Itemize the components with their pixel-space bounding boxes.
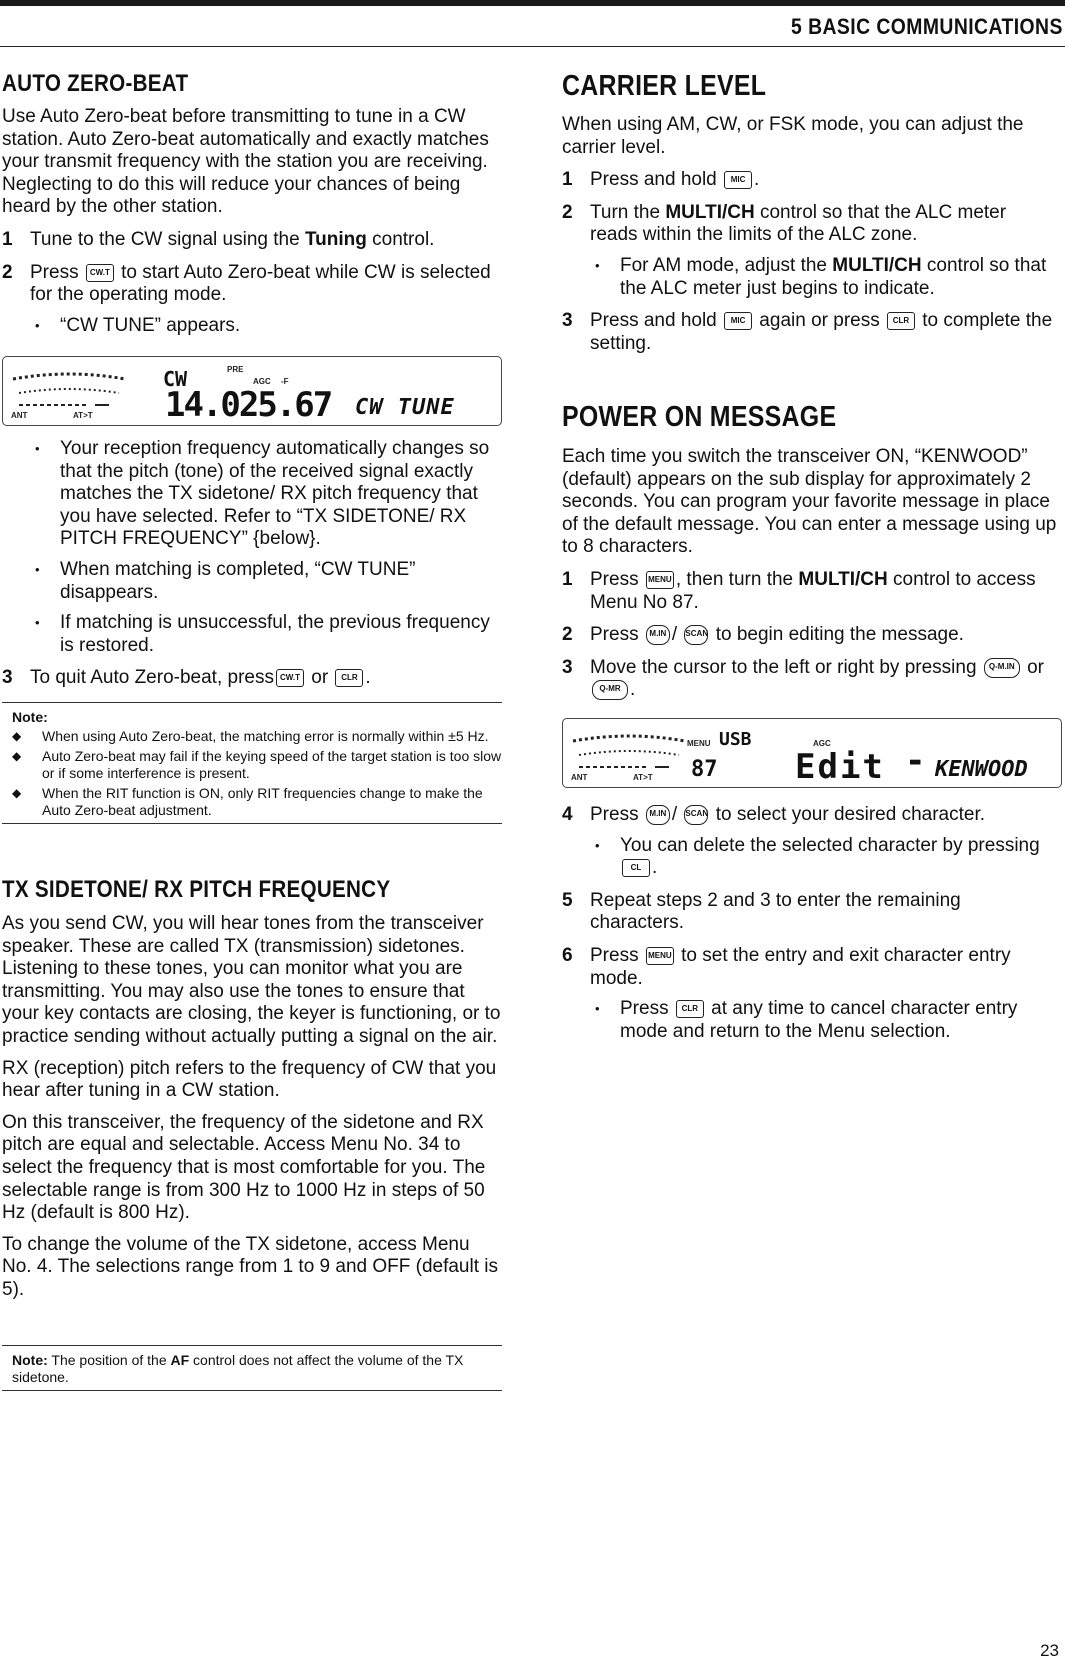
menu-edit-display: ANT AT>T MENU USB AGC 87 Edit - KENWOOD (562, 718, 1062, 788)
clr-key-icon: CLR (887, 312, 915, 330)
edit-readout: Edit (795, 747, 885, 787)
azb-note-item: ◆ Auto Zero-beat may fail if the keying speed of the target station is too slow or if some interference is present. (12, 748, 502, 782)
m-in-key-icon: M.IN (646, 625, 670, 645)
azb-note: Note: ◆ When using Auto Zero-beat, the matching error is normally within ±5 Hz. ◆ Auto Zero-beat may fail if the keying speed of the target station is too slow or if some interference is present. ◆ When the RIT function is ON, only RIT frequencies change to make the Auto Zero-beat adjustment. (2, 702, 502, 824)
top-rule (0, 0, 1065, 6)
cl-step-1: 1 Press and hold MIC . (562, 169, 760, 191)
m-in-key-icon: M.IN (646, 805, 670, 825)
azb-bullet-1: • Your reception frequency automatically changes so that the pitch (tone) of the received signal exactly matches the TX sidetone/ RX pitch frequency that you have selected. Refer to “TX SIDETONE/ RX PITCH FREQUENCY” {below}. (2, 438, 502, 551)
po-step-6: 6 Press MENU to set the entry and exit character entry mode. (562, 944, 1011, 989)
cl-step-3: 3 Press and hold MIC again or press CLR to complete the setting. (562, 310, 1053, 354)
q-m-in-key-icon: Q-M.IN (984, 658, 1020, 678)
azb-note-item: ◆ When the RIT function is ON, only RIT frequencies change to make the Auto Zero-beat adjustment. (12, 785, 502, 819)
azb-step-2-bullet: • “CW TUNE” appears. (2, 315, 502, 338)
auto-zero-beat-heading: AUTO ZERO-BEAT (2, 70, 189, 97)
auto-zero-beat-intro: Use Auto Zero-beat before transmitting to tune in a CW station. Auto Zero-beat automatically and exactly matches your transmit frequency with the station you are receiving. Neglecting to do this will reduce your chances of being heard by the other station. (2, 106, 489, 218)
chapter-title: 5 BASIC COMMUNICATIONS (791, 14, 1063, 39)
po-step-3: 3 Move the cursor to the left or right by pressing Q-M.IN or Q-MR . (562, 656, 1044, 701)
cl-step-2-bullet: • For AM mode, adjust the MULTI/CH control so that the ALC meter just begins to indicate. (562, 255, 1058, 300)
s-meter-icon (9, 365, 129, 417)
power-on-message-heading: POWER ON MESSAGE (562, 401, 837, 433)
page-header (0, 12, 1065, 47)
cw-t-key-icon: CW.T (276, 669, 304, 687)
page-number: 23 (1040, 1641, 1059, 1660)
po-step-1: 1 Press MENU , then turn the MULTI/CH control to access Menu No 87. (562, 568, 1036, 613)
azb-bullet-2: • When matching is completed, “CW TUNE” disappears. (2, 559, 502, 604)
scan-key-icon: SCAN (684, 805, 708, 825)
cl-step-2: 2 Turn the MULTI/CH control so that the ALC meter reads within the limits of the ALC zone. (562, 201, 1007, 246)
cw-tune-message: CW TUNE (355, 395, 455, 420)
po-step-2: 2 Press M.IN / SCAN to begin editing the message. (562, 624, 964, 646)
azb-bullet-3: • If matching is unsuccessful, the previous frequency is restored. (2, 612, 502, 657)
po-step-5: 5 Repeat steps 2 and 3 to enter the remaining characters. (562, 889, 961, 934)
menu-number: 87 (691, 757, 718, 782)
menu-key-icon: MENU (646, 947, 674, 965)
scan-key-icon: SCAN (684, 625, 708, 645)
clr-key-icon: CLR (676, 1000, 704, 1018)
tx-sidetone-para-1: As you send CW, you will hear tones from the transceiver speaker. These are called TX (transmission) sidetones. Listening to these tones, you can monitor what you are transmitting. You may also use the tones to ensure that your key contacts are closing, the keyer is functioning, or to practice sending without actually putting a signal on the air. (2, 913, 501, 1047)
po-step-6-bullet: • Press CLR at any time to cancel character entry mode and return to the Menu selection. (562, 998, 1058, 1043)
cl-key-icon: CL (622, 859, 650, 877)
po-step-4: 4 Press M.IN / SCAN to select your desired character. (562, 804, 986, 825)
cw-t-key-icon: CW.T (86, 264, 114, 282)
tx-sidetone-para-2: RX (reception) pitch refers to the frequency of CW that you hear after tuning in a CW station. (2, 1057, 497, 1102)
cw-tune-display: ANT AT>T CW PRE AGC -F 14.025.67 CW TUNE (2, 356, 502, 426)
azb-step-3: 3 To quit Auto Zero-beat, press CW.T or CLR . (2, 667, 371, 689)
s-meter-icon (569, 727, 689, 779)
menu-key-icon: MENU (646, 571, 674, 589)
tx-sidetone-para-4: To change the volume of the TX sidetone, access Menu No. 4. The selections range from 1 to 9 and OFF (default is 5). (2, 1233, 499, 1300)
azb-step-2: 2 Press CW.T to start Auto Zero-beat while CW is selected for the operating mode. (2, 261, 491, 306)
tx-sidetone-para-3: On this transceiver, the frequency of the sidetone and RX pitch are equal and selectable. Access Menu No. 34 to select the frequency that is most comfortable for you. The selectable range is from 300 Hz to 1000 Hz in steps of 50 Hz (default is 800 Hz). (2, 1111, 486, 1224)
carrier-level-heading: CARRIER LEVEL (562, 70, 767, 102)
azb-note-item: ◆ When using Auto Zero-beat, the matching error is normally within ±5 Hz. (12, 728, 502, 745)
kenwood-message: KENWOOD (935, 757, 1028, 782)
carrier-level-intro: When using AM, CW, or FSK mode, you can adjust the carrier level. (562, 114, 1024, 158)
tx-sidetone-heading: TX SIDETONE/ RX PITCH FREQUENCY (2, 876, 391, 903)
po-step-4-bullet: • You can delete the selected character by pressing CL . (562, 835, 1058, 880)
mic-key-icon: MIC (724, 171, 752, 189)
power-on-intro: Each time you switch the transceiver ON, “KENWOOD” (default) appears on the sub display for approximately 2 seconds. You can program your favorite message in place of the default message. You can enter a message using up to 8 characters. (562, 446, 1057, 558)
mic-key-icon: MIC (724, 312, 752, 330)
clr-key-icon: CLR (335, 669, 363, 687)
azb-step-1: 1 Tune to the CW signal using the Tuning control. (2, 228, 435, 250)
frequency-readout: 14.025.67 (165, 385, 332, 425)
tx-sidetone-note: Note: The position of the AF control does not affect the volume of the TX sidetone. (2, 1345, 502, 1391)
q-mr-key-icon: Q-MR (592, 680, 628, 700)
